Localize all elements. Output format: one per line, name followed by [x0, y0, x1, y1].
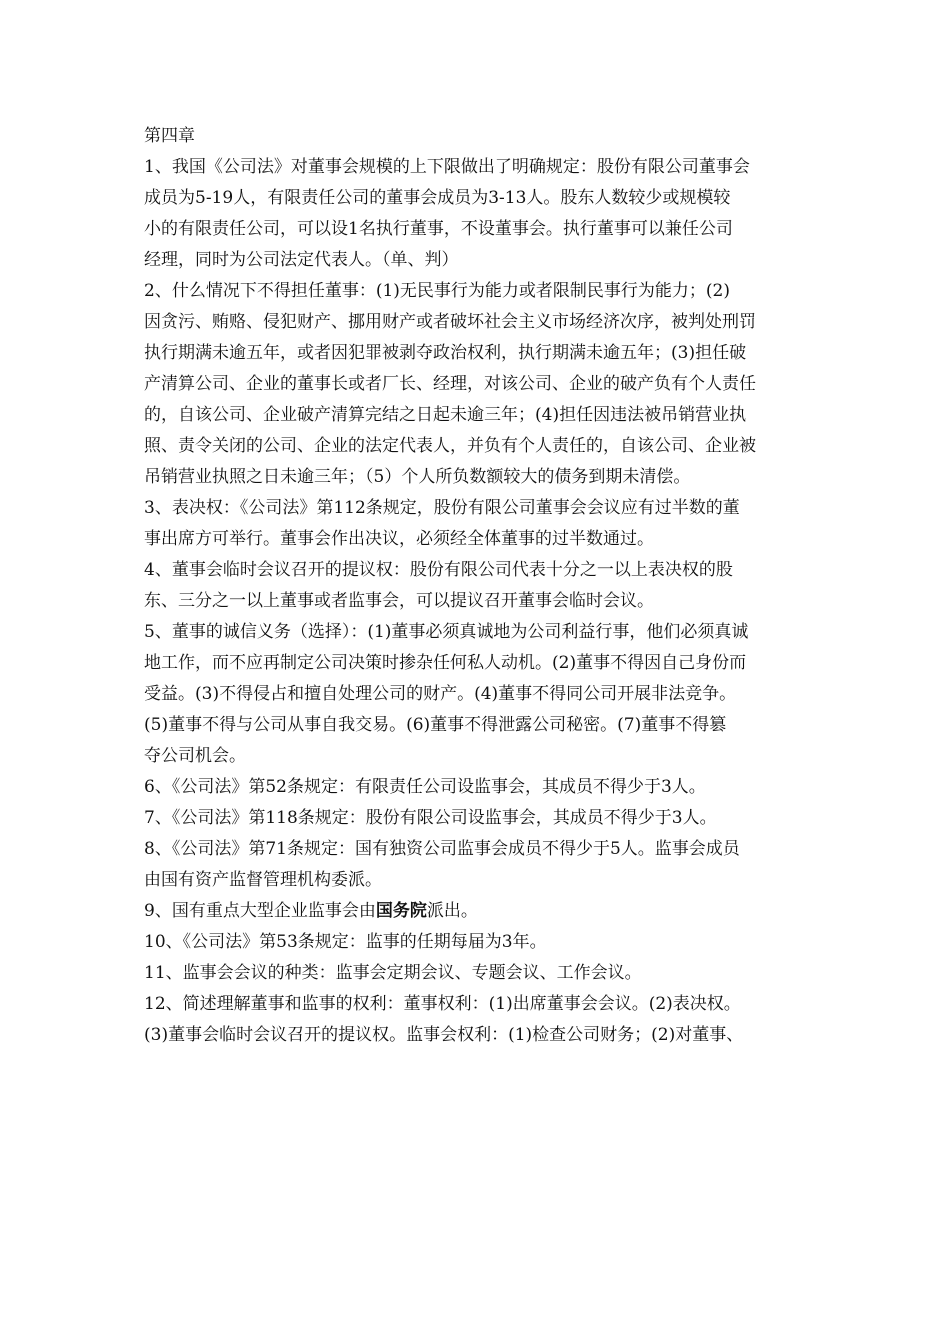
paragraph-line: 吊销营业执照之日未逾三年；（5）个人所负数额较大的债务到期未清偿。: [144, 467, 691, 487]
paragraph-line: 照、责令关闭的公司、企业的法定代表人，并负有个人责任的，自该公司、企业被: [144, 436, 756, 456]
paragraph-line: 5、董事的诚信义务（选择）：(1)董事必须真诚地为公司利益行事，他们必须真诚: [144, 622, 749, 642]
item-9-text-after: 派出。: [426, 901, 478, 921]
paragraph-line: 夺公司机会。: [144, 746, 246, 766]
paragraph-line: 地工作，而不应再制定公司决策时掺杂任何私人动机。(2)董事不得因自己身份而: [144, 653, 747, 673]
paragraph-line: (5)董事不得与公司从事自我交易。(6)董事不得泄露公司秘密。(7)董事不得篡: [144, 715, 727, 735]
item-12: [144, 989, 812, 1051]
paragraph-line: 7、《公司法》第118条规定：股份有限公司设监事会，其成员不得少于3人。: [144, 808, 717, 828]
paragraph-line: 4、董事会临时会议召开的提议权：股份有限公司代表十分之一以上表决权的股: [144, 560, 733, 580]
paragraph-line: 10、《公司法》第53条规定：监事的任期每届为3年。: [144, 932, 547, 952]
item-11: [144, 958, 812, 989]
paragraph-line: 12、简述理解董事和监事的权利：董事权利：(1)出席董事会会议。(2)表决权。: [144, 994, 741, 1014]
item-3: [144, 493, 812, 555]
paragraph-line: 成员为5-19人，有限责任公司的董事会成员为3-13人。股东人数较少或规模较: [144, 188, 731, 208]
item-2: [144, 276, 812, 493]
paragraph-line: 产清算公司、企业的董事长或者厂长、经理，对该公司、企业的破产负有个人责任: [144, 374, 756, 394]
paragraph-line: 东、三分之一以上董事或者监事会，可以提议召开董事会临时会议。: [144, 591, 654, 611]
paragraph-line: 小的有限责任公司，可以设1名执行董事，不设董事会。执行董事可以兼任公司: [144, 219, 733, 239]
paragraph-line: 由国有资产监督管理机构委派。: [144, 870, 382, 890]
item-8: [144, 834, 812, 896]
paragraph-line: 受益。(3)不得侵占和擅自处理公司的财产。(4)董事不得同公司开展非法竞争。: [144, 684, 737, 704]
paragraph-line: 事出席方可举行。董事会作出决议，必须经全体董事的过半数通过。: [144, 529, 654, 549]
item-9-text-before: 9、国有重点大型企业监事会由: [144, 901, 376, 921]
item-6: [144, 772, 812, 803]
paragraph-line: 1、我国《公司法》对董事会规模的上下限做出了明确规定：股份有限公司董事会: [144, 157, 750, 177]
item-9: [144, 896, 812, 927]
paragraph-line: 经理，同时为公司法定代表人。（单、判）: [144, 250, 459, 270]
paragraph-line: 8、《公司法》第71条规定：国有独资公司监事会成员不得少于5人。监事会成员: [144, 839, 740, 859]
item-1: [144, 152, 812, 276]
paragraph-line: 11、监事会会议的种类：监事会定期会议、专题会议、工作会议。: [144, 963, 642, 983]
paragraph-line: 6、《公司法》第52条规定：有限责任公司设监事会，其成员不得少于3人。: [144, 777, 706, 797]
item-5: [144, 617, 812, 772]
item-9-bold-term: 国务院: [375, 901, 427, 921]
paragraph-line: 的，自该公司、企业破产清算完结之日起未逾三年；(4)担任因违法被吊销营业执: [144, 405, 747, 425]
paragraph-line: 2、什么情况下不得担任董事：(1)无民事行为能力或者限制民事行为能力；(2): [144, 281, 730, 301]
paragraph-line: 执行期满未逾五年，或者因犯罪被剥夺政治权利，执行期满未逾五年；(3)担任破: [144, 343, 747, 363]
item-10: [144, 927, 812, 958]
item-4: [144, 555, 812, 617]
paragraph-line: 3、表决权：《公司法》第112条规定，股份有限公司董事会会议应有过半数的董: [144, 498, 740, 518]
paragraph-line: [144, 896, 812, 927]
item-7: [144, 803, 812, 834]
paragraph-line: 因贪污、贿赂、侵犯财产、挪用财产或者破坏社会主义市场经济次序，被判处刑罚: [144, 312, 756, 332]
chapter-title: 第四章: [144, 126, 195, 146]
document-page: [144, 121, 812, 1051]
paragraph-line: (3)董事会临时会议召开的提议权。监事会权利：(1)检查公司财务；(2)对董事、: [144, 1025, 744, 1045]
